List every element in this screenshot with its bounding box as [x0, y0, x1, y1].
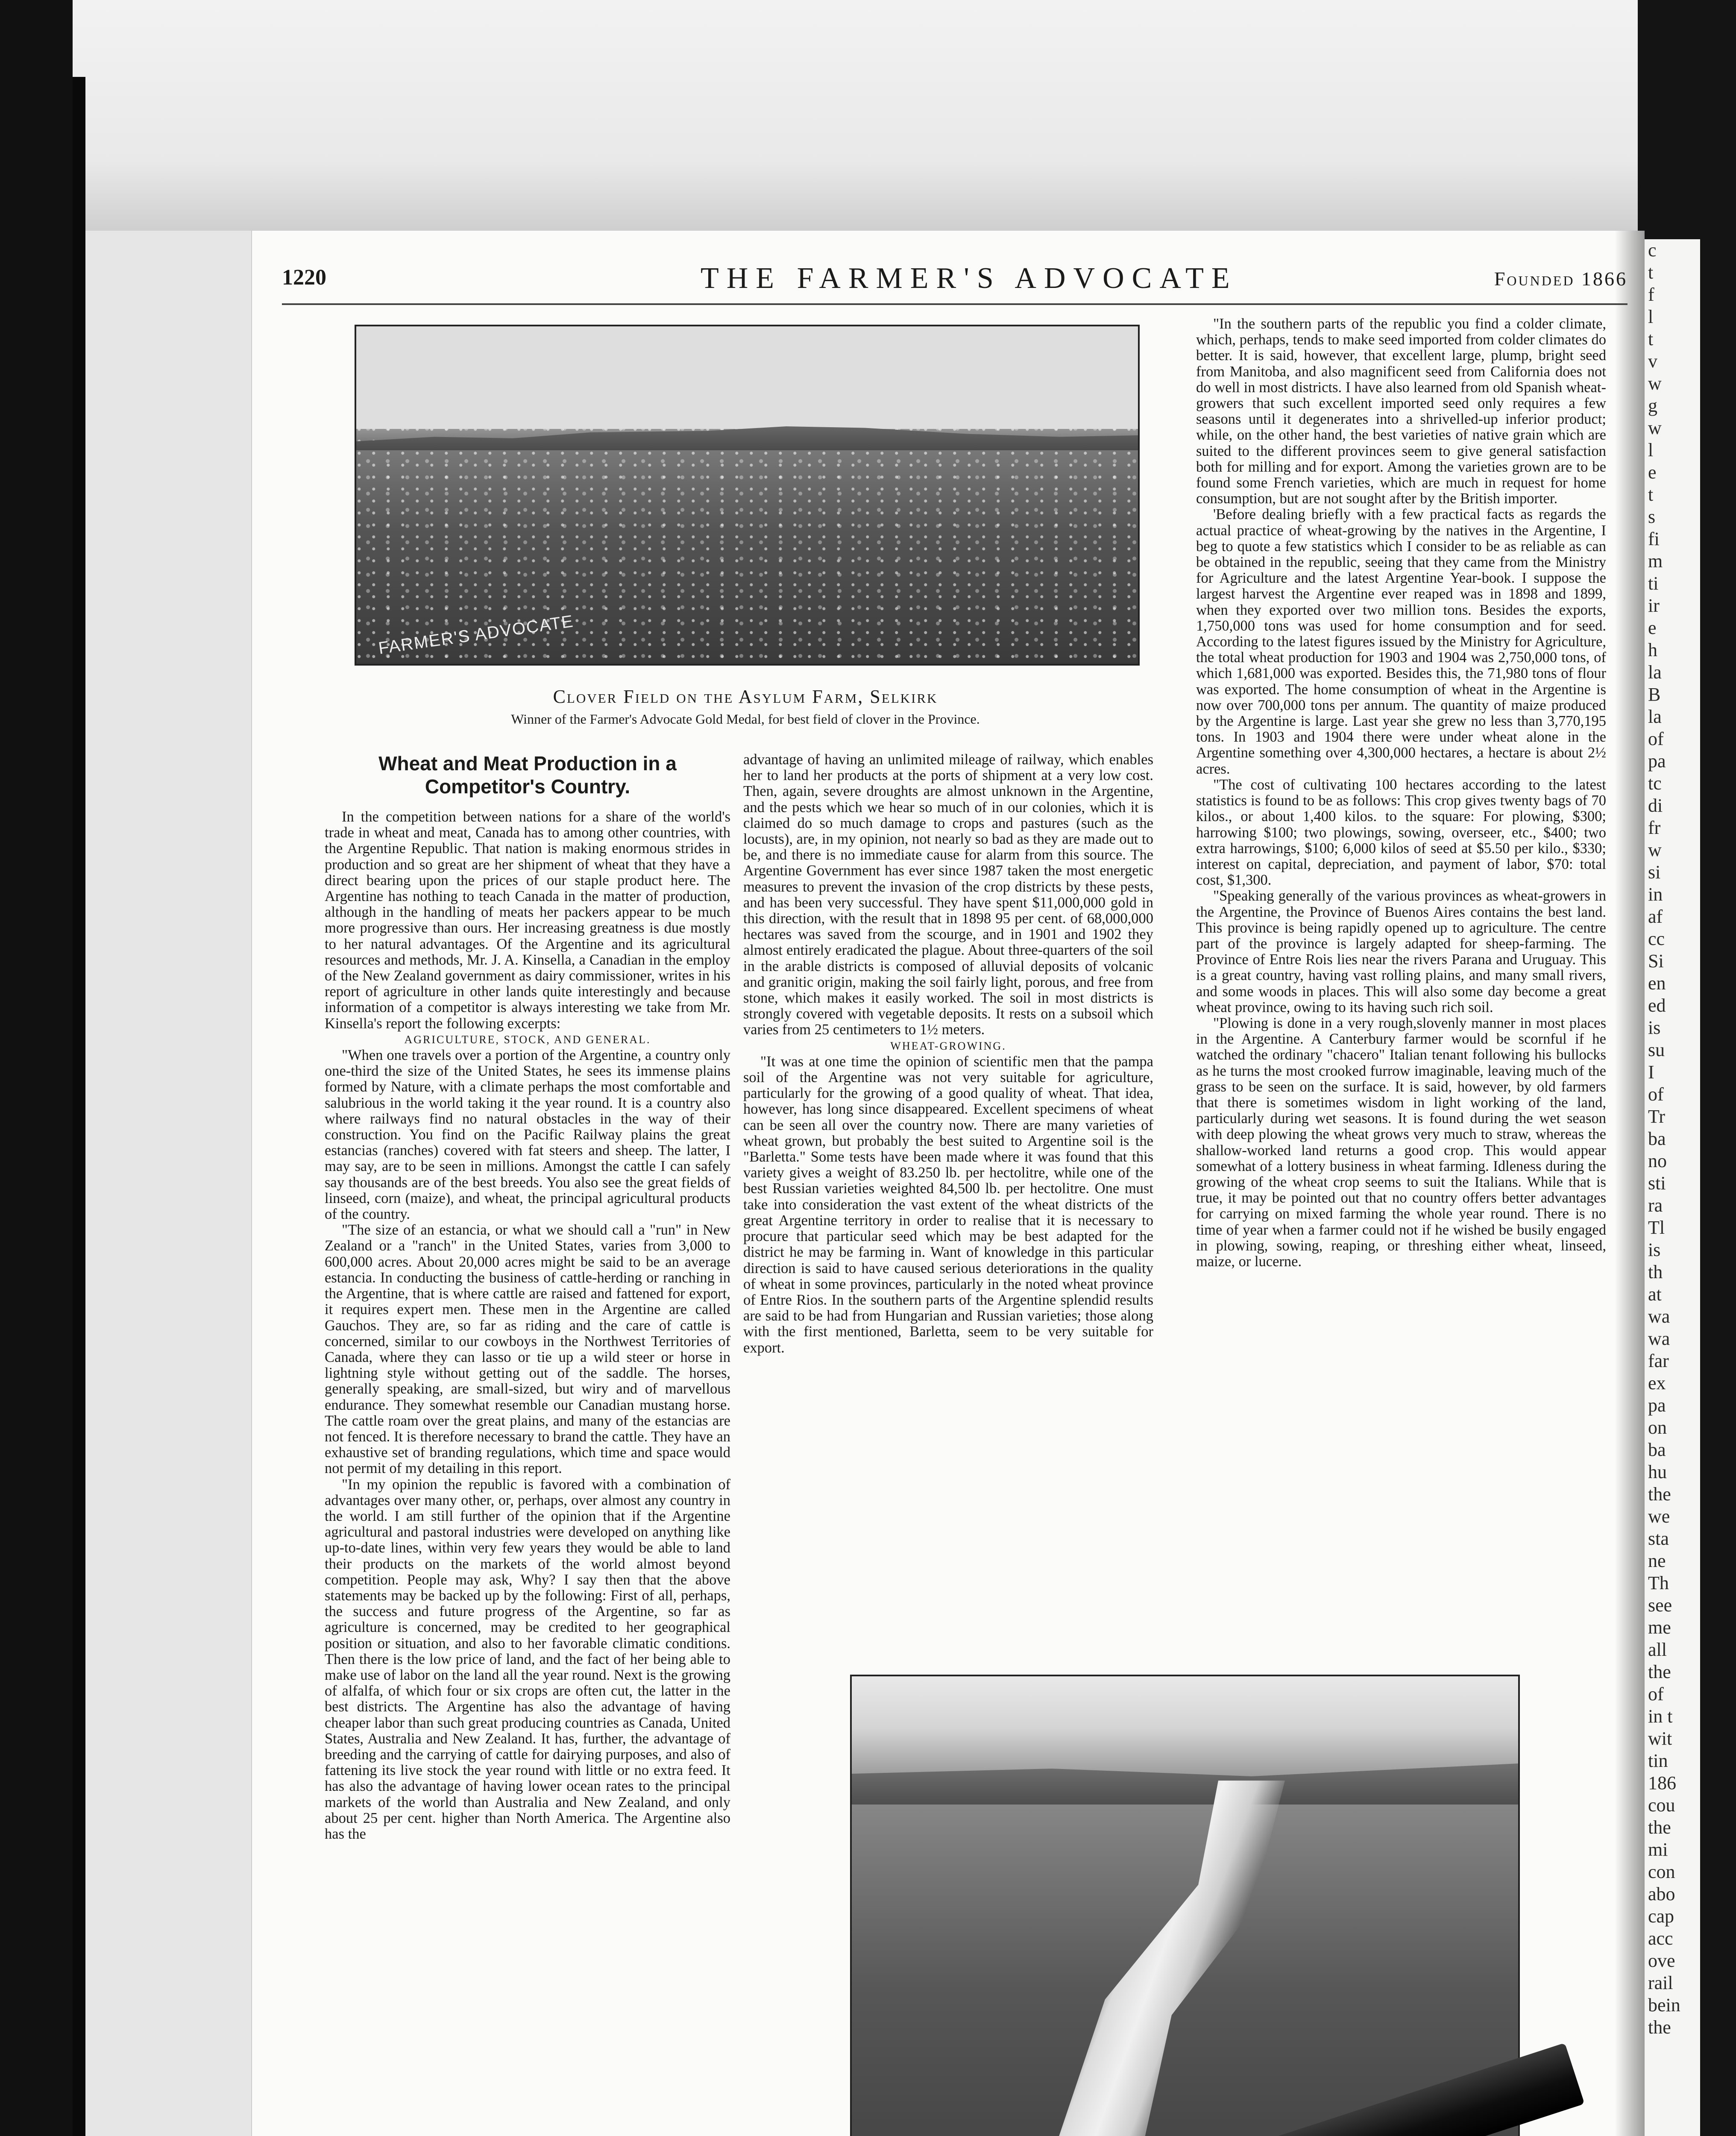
- adjacent-page-fragment: in t: [1648, 1706, 1673, 1727]
- article-paragraph: advantage of having an unlimited mileage of railway, which enables her to land her products at the ports of shipment at a very low cost. Then, again, severe droughts are almost unknown in the Argentine, and the pests which we hear so much of in our colonies, which it is claimed do so much damage to crops and pastures (such as the locusts), are, in my opinion, not nearly so bad as they are made out to be, and there is no immediate cause for alarm from this source. The Argentine Government has ever since 1987 taken the most energetic measures to prevent the invasion of the crop districts by these pests, and has been very successful. They have spent $11,000,000 gold in this direction, with the result that in 1898 95 per cent. of 68,000,000 hectares was saved from the scourge, and in 1901 and 1902 they almost entirely eradicated the plague. About three-quarters of the soil in the arable districts is composed of alluvial deposits of volcanic and granitic origin, making the soil fairly light, porous, and free from stone, which makes it easily worked. The soil in most districts is strongly covered with vegetable deposits. It rests on a subsoil which varies from 25 centimeters to 1½ meters.: [743, 751, 1153, 1038]
- adjacent-page-fragment: of: [1648, 728, 1664, 749]
- adjacent-page-fragment: of: [1648, 1684, 1664, 1705]
- adjacent-page-fragment: ir: [1648, 595, 1660, 616]
- masthead: THE FARMER'S ADVOCATE: [701, 262, 1237, 295]
- adjacent-page-fragment: cap: [1648, 1906, 1674, 1927]
- adjacent-page-fragment: the: [1648, 1484, 1671, 1505]
- photo-creek-water: [852, 1676, 1518, 2136]
- photo-stamp: FARMER'S ADVOCATE: [377, 612, 575, 658]
- adjacent-page-fragment: m: [1648, 551, 1663, 572]
- adjacent-page-fragment: en: [1648, 973, 1666, 994]
- adjacent-page-fragment: bein: [1648, 1995, 1680, 2016]
- adjacent-page-fragment: sti: [1648, 1173, 1666, 1194]
- adjacent-page-fragment: Si: [1648, 951, 1664, 971]
- adjacent-page-fragment: f: [1648, 284, 1654, 305]
- adjacent-page-fragment: tin: [1648, 1750, 1668, 1771]
- adjacent-page-fragment: e: [1648, 462, 1657, 483]
- adjacent-page-fragment: the: [1648, 1817, 1671, 1838]
- adjacent-page-fragment: h: [1648, 640, 1657, 660]
- section-subhead: WHEAT-GROWING.: [890, 1039, 1006, 1052]
- film-left-border: [0, 0, 73, 2136]
- adjacent-page-fragment: la: [1648, 706, 1662, 727]
- clover-photo-caption-title: Clover Field on the Asylum Farm, Selkirk: [553, 686, 938, 707]
- adjacent-page-fragment: mi: [1648, 1839, 1668, 1860]
- article-paragraph: "Plowing is done in a very rough,slovenly manner in most places in the Argentine. A Canterbury farmer would be scornful if he watched the ordinary "chacero" Italian tenant following his bullocks as he turns the most crooked furrow imaginable, leaving much of the grass to be seen on the surface. It is said, however, by old farmers that there is sometimes wisdom in light working of the land, particularly during wet seasons. It is found during the wet season with deep plowing the wheat grows very much to straw, whereas the shallow-worked land returns a good crop. This would appear somewhat of a lottery business in wheat farming. Idleness during the growing of the wheat crop seems to suit the Italians. While that is true, it may be pointed out that no country offers better advantages for carrying on mixed farming the whole year round. There is no time of year when a farmer could not if he wished be busily engaged in plowing, sowing, reaping, or threshing either wheat, linseed, maize, or lucerne.: [1196, 1015, 1606, 1270]
- adjacent-page-strip: [1645, 239, 1700, 2136]
- adjacent-page-fragment: in: [1648, 884, 1663, 905]
- adjacent-page-fragment: is: [1648, 1017, 1661, 1038]
- adjacent-page-fragment: con: [1648, 1861, 1675, 1882]
- film-left-inner-border: [73, 77, 85, 2136]
- adjacent-page-fragment: v: [1648, 351, 1657, 372]
- adjacent-page-fragment: no: [1648, 1150, 1667, 1171]
- founded-label: Founded 1866: [1494, 268, 1628, 290]
- clover-photo-caption-subtitle: Winner of the Farmer's Advocate Gold Medal, for best field of clover in the Province.: [511, 711, 980, 727]
- adjacent-page-fragment: see: [1648, 1595, 1672, 1616]
- adjacent-page-fragment: su: [1648, 1039, 1665, 1060]
- adjacent-page-fragment: w: [1648, 839, 1662, 860]
- adjacent-page-fragment: ti: [1648, 573, 1659, 594]
- adjacent-page-fragment: w: [1648, 417, 1662, 438]
- page-gutter-shadow: [1615, 231, 1645, 2136]
- roughbank-creek-photo: [850, 1675, 1520, 2136]
- section-subhead: AGRICULTURE, STOCK, AND GENERAL.: [404, 1033, 651, 1046]
- adjacent-page-fragment: wit: [1648, 1728, 1672, 1749]
- adjacent-page-fragment: la: [1648, 662, 1662, 683]
- adjacent-page-fragment: Tr: [1648, 1106, 1665, 1127]
- page-number: 1220: [282, 265, 326, 290]
- adjacent-page-fragment: ne: [1648, 1550, 1666, 1571]
- adjacent-page-fragment: ba: [1648, 1439, 1666, 1460]
- adjacent-page-fragment: 186: [1648, 1772, 1676, 1793]
- adjacent-page-fragment: ra: [1648, 1195, 1663, 1216]
- adjacent-page-fragment: at: [1648, 1284, 1662, 1305]
- adjacent-page-fragment: t: [1648, 262, 1654, 283]
- adjacent-page-fragment: hu: [1648, 1461, 1667, 1482]
- adjacent-page-fragment: far: [1648, 1350, 1669, 1371]
- film-top-margin: [0, 0, 1736, 231]
- adjacent-page-fragment: the: [1648, 2017, 1671, 2038]
- adjacent-page-fragment: l: [1648, 306, 1654, 327]
- photo-far-bank: [852, 1753, 1518, 1804]
- adjacent-page-fragment: ove: [1648, 1950, 1675, 1971]
- adjacent-page-fragment: si: [1648, 862, 1661, 883]
- adjacent-page-fragment: pa: [1648, 751, 1666, 772]
- adjacent-page-fragment: B: [1648, 684, 1661, 705]
- adjacent-page-fragment: g: [1648, 395, 1657, 416]
- adjacent-page-fragment: acc: [1648, 1928, 1673, 1949]
- article-paragraph: "In the southern parts of the republic you find a colder climate, which, perhaps, tends to make seed imported from colder climates do better. It is said, however, that excellent large, plump, bright seed from Manitoba, and also magnificent seed from California does not do well in most districts. I have also learned from old Spanish wheat-growers that such excellent imported seed only requires a few seasons until it degenerates into a shrivelled-up inferior product; while, on the other hand, the best varieties of native grain which are suited to the different provinces seem to give general satisfaction both for milling and for export. Among the varieties grown are to be found some French varieties, which are much in request for home consumption, but are not sought after by the British importer.: [1196, 316, 1606, 507]
- adjacent-page-fragment: af: [1648, 906, 1663, 927]
- adjacent-page-fragment: e: [1648, 617, 1657, 638]
- adjacent-page-fragment: is: [1648, 1239, 1661, 1260]
- adjacent-page-fragment: Th: [1648, 1573, 1669, 1593]
- article-column-3: [1196, 316, 1606, 1270]
- adjacent-page-fragment: w: [1648, 373, 1662, 394]
- adjacent-page-fragment: sta: [1648, 1528, 1669, 1549]
- adjacent-page-fragment: th: [1648, 1262, 1663, 1282]
- adjacent-page-fragment: di: [1648, 795, 1663, 816]
- adjacent-page-fragment: l: [1648, 440, 1654, 461]
- adjacent-page-fragment: wa: [1648, 1328, 1670, 1349]
- article-paragraph: "The cost of cultivating 100 hectares according to the latest statistics is found to be as follows: This crop gives twenty bags of 70 kilos., or about 1,400 kilos. to the square: For plowing, $300; harrowing $100; two plowings, sowing, overseer, etc., $400; two extra harrowings, $100; 6,000 kilos of seed at $5.50 per kilo., $330; interest on capital, depreciation, and payment of labor, $70: total cost, $1,300.: [1196, 776, 1606, 889]
- adjacent-page-fragment: I: [1648, 1062, 1654, 1083]
- article-paragraph: "In my opinion the republic is favored with a combination of advantages over many other, or, perhaps, over almost any country in the world. I am still further of the opinion that if the Argentine agricultural and pastoral industries were developed on anything like up-to-date lines, within very few years they would be able to land their products on the markets of the world almost beyond competition. People may ask, Why? I say then that the above statements may be backed up by the following: First of all, perhaps, the success and future progress of the Argentine, so far as agriculture is concerned, may be credited to her geographical position or situation, and also to her favorable climatic conditions. Then there is the low price of land, and the fact of her being able to make use of labor on the land all the year round. Next is the growing of alfalfa, of which four or six crops are often cut, the latter in the best districts. The Argentine has also the advantage of having cheaper labor than such great producing countries as Canada, United States, Australia and New Zealand. It has, further, the advantage of breeding and the carrying of cattle for dairying purposes, and also of fattening its live stock the year round with little or no extra feed. It has also the advantage of having lower ocean rates to the principal markets of the world than Australia and New Zealand, and only about 25 per cent. higher than North America. The Argentine also has the: [325, 1476, 730, 1842]
- adjacent-page-fragment: tc: [1648, 773, 1662, 794]
- adjacent-page-fragment: cou: [1648, 1795, 1675, 1816]
- adjacent-page-fragment: c: [1648, 240, 1657, 261]
- adjacent-page-fragment: me: [1648, 1617, 1671, 1638]
- adjacent-page-fragment: ed: [1648, 995, 1666, 1016]
- adjacent-page-fragment: rail: [1648, 1972, 1673, 1993]
- article-paragraph: "Speaking generally of the various provinces as wheat-growers in the Argentine, the Province of Buenos Aires contains the best land. This province is being rapidly opened up to agriculture. The centre part of the province is largely adapted for sheep-farming. The Province of Entre Rois lies near the rivers Parana and Uruguay. This is a great country, having vast rolling plains, and many small rivers, and some woods in places. This will also some day become a great wheat province, owing to its having such rich soil.: [1196, 888, 1606, 1015]
- adjacent-page-fragment: s: [1648, 506, 1656, 527]
- adjacent-page-fragment: on: [1648, 1417, 1667, 1438]
- article-paragraph: 'Before dealing briefly with a few practical facts as regards the actual practice of wheat-growing by the natives in the Argentine, I beg to quote a few statistics which I consider to be as reliable as can be obtained in the republic, seeing that they came from the Ministry for Agriculture and the latest Argentine Year-book. I suppose the largest harvest the Argentine ever reaped was in 1898 and 1899, when they exported over two million tons. Besides the exports, 1,750,000 tons was used for home consumption and for seed. According to the latest figures issued by the Ministry for Agriculture, the total wheat production for 1903 and 1904 was 2,750,000 tons, of which 1,681,000 was exported. Besides this, the 71,980 tons of flour was exported. The home consumption of wheat in the Argentine is now over 700,000 tons per annum. The quantity of maize produced by the Argentine is large. Last year she grew no less than 3,770,195 tons. In 1903 and 1904 there were under wheat alone in the Argentine something over 4,300,000 hectares, a hectare is about 2½ acres.: [1196, 506, 1606, 777]
- adjacent-page-fragment: pa: [1648, 1395, 1666, 1416]
- adjacent-page-fragment: all: [1648, 1639, 1667, 1660]
- adjacent-page-fragment: t: [1648, 329, 1654, 349]
- adjacent-page-fragment: abo: [1648, 1884, 1675, 1904]
- adjacent-page-fragment: we: [1648, 1506, 1670, 1527]
- article-paragraph: "When one travels over a portion of the Argentine, a country only one-third the size of the United States, he sees its immense plains formed by Nature, with a climate perhaps the most comfortable and salubrious in the world taking it the year round. It is a country also where railways find no natural obstacles in the way of their construction. You find on the Pacific Railway plains the great estancias (ranches) covered with fat steers and sheep. The latter, I may say, are to be seen in millions. Amongst the cattle I can safely say thousands are of the best breeds. You also see the great fields of linseed, corn (maize), and wheat, the principal agricultural products of the country.: [325, 1047, 730, 1223]
- article-column-2: [743, 752, 1153, 1356]
- adjacent-page-fragment: fi: [1648, 528, 1660, 549]
- article-paragraph: "It was at one time the opinion of scientific men that the pampa soil of the Argentine was not very suitable for agriculture, particularly for the growing of a good quality of wheat. That idea, however, has long since disappeared. Excellent specimens of wheat can be seen all over the country now. There are many varieties of wheat grown, but probably the best suited to Argentine soil is the "Barletta." Some tests have been made where it was found that this variety gives a weight of 83.250 lb. per hectolitre, while one of the best Russian varieties weighted 84,500 lb. per hectolitre. One must take into consideration the vast extent of the wheat districts of the great Argentine territory in order to realise that it is necessary to procure that particular seed which may be best adapted for the district he may be farming in. Want of knowledge in this particular direction is said to have caused serious deteriorations in the quality of wheat in some provinces, particularly in the noted wheat province of Entre Rios. In the southern parts of the Argentine splendid results are said to be had from Hungarian and Russian varieties; those along with the first mentioned, Barletta, seem to be very suitable for export.: [743, 1053, 1153, 1356]
- article-paragraph: "The size of an estancia, or what we should call a "run" in New Zealand or a "ranch" in the United States, varies from 3,000 to 600,000 acres. About 20,000 acres might be said to be an average estancia. In conducting the business of cattle-herding or ranching in the Argentine, that is where cattle are raised and fattened for export, it requires expert men. These men in the Argentine are called Gauchos. They are, so far as riding and the care of cattle is concerned, similar to our cowboys in the Northwest Territories of Canada, where they can lasso or tie up a wild steer or horse in lightning style without getting out of the saddle. The horses, generally speaking, are small-sized, but wiry and of marvellous endurance. They somewhat resemble our Canadian mustang horse. The cattle roam over the great plains, and many of the estancias are not fenced. It is therefore necessary to brand the cattle. They have an exhaustive set of branding regulations, which time and space would not permit of my detailing in this report.: [325, 1222, 730, 1477]
- adjacent-page-fragment: t: [1648, 484, 1654, 505]
- adjacent-page-fragment: ex: [1648, 1373, 1666, 1394]
- adjacent-page-fragment: Tl: [1648, 1217, 1665, 1238]
- article-column-1: [325, 752, 730, 1842]
- adjacent-page-fragment: fr: [1648, 817, 1661, 838]
- adjacent-page-fragment: of: [1648, 1084, 1664, 1105]
- article-paragraph: In the competition between nations for a share of the world's trade in wheat and meat, Canada has to among other countries, with the Argentine Republic. That nation is making enormous strides in production and so great are her shipment of wheat that they have a direct bearing upon the prices of our staple product here. The Argentine has nothing to teach Canada in the matter of production, although in the handling of meats her packers appear to be much more progressive than ours. Her increasing greatness is due mostly to her natural advantages. Of the Argentine and its agricultural resources and methods, Mr. J. A. Kinsella, a Canadian in the employ of the New Zealand government as dairy commissioner, writes in his report of agriculture in other lands quite interestingly and because information of a competitor is always interesting we take from Mr. Kinsella's report the following excerpts:: [325, 809, 730, 1032]
- clover-field-photo: [355, 325, 1140, 666]
- page-header: [282, 262, 1628, 305]
- adjacent-page-fragment: cc: [1648, 928, 1665, 949]
- photo-sky: [356, 326, 1138, 429]
- adjacent-page-fragment: wa: [1648, 1306, 1670, 1327]
- adjacent-page-fragment: the: [1648, 1661, 1671, 1682]
- adjacent-page-fragment: ba: [1648, 1128, 1666, 1149]
- article-title: Wheat and Meat Production in a Competitor's Country.: [378, 752, 677, 798]
